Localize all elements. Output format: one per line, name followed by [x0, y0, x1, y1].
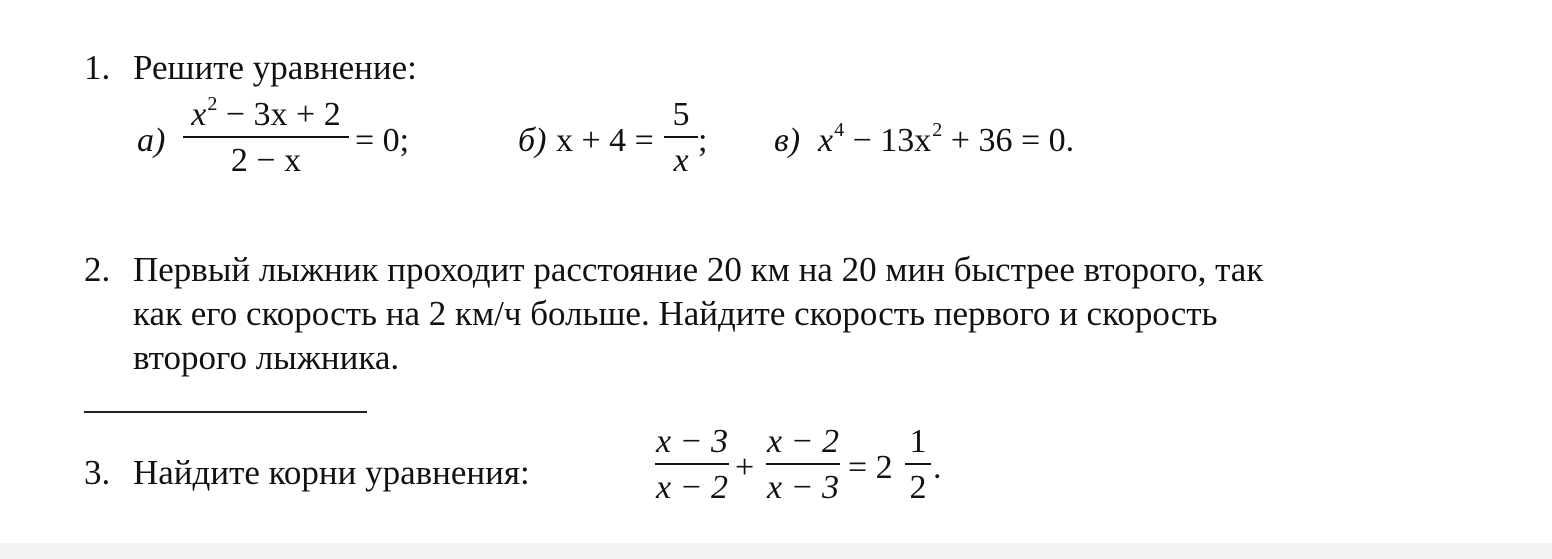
problem-3-fraction-3-numerator: 1: [909, 423, 927, 460]
problem-3-fraction-1-denominator: x − 2: [655, 469, 729, 506]
problem-3-equals: = 2: [848, 449, 893, 486]
problem-1a-fraction-bar: [183, 136, 349, 138]
problem-1b-fraction-bar: [664, 136, 698, 138]
problem-3-fraction-3-denominator: 2: [909, 469, 927, 506]
problem-3-prompt: Найдите корни уравнения:: [133, 453, 530, 492]
problem-1b-fraction: [664, 98, 698, 178]
problem-3-fraction-1-numerator: x − 3: [655, 423, 729, 460]
problem-3-fraction-1-bar: [655, 463, 729, 465]
problem-2-number: 2.: [84, 250, 111, 289]
problem-1-prompt: Решите уравнение:: [133, 48, 417, 87]
problem-1b-denominator: x: [673, 142, 689, 179]
page-bottom-strip: [0, 543, 1552, 559]
problem-1c-equation: $x^4 - 13x^2 + 36 = 0$.: [818, 119, 1075, 159]
problem-2-line-3: второго лыжника.: [133, 338, 400, 377]
problem-3-plus: +: [735, 449, 755, 486]
problem-1a-numerator: $x^2 - 3x + 2$: [191, 93, 341, 133]
problem-1b-tail: ;: [698, 122, 708, 159]
problem-3-fraction-1: [655, 425, 729, 505]
problem-3-fraction-2-denominator: x − 3: [766, 469, 840, 506]
problem-2-line-2: как его скорость на 2 км/ч больше. Найдите скорость первого и скорость: [133, 294, 1218, 333]
problem-3-fraction-3-bar: [905, 463, 931, 465]
problem-1b-lhs: x + 4 =: [556, 122, 654, 159]
problem-1a-label: а): [137, 122, 166, 159]
problem-1a-rhs: = 0;: [355, 122, 410, 159]
problem-3-fraction-2-numerator: x − 2: [766, 423, 840, 460]
problem-3-number: 3.: [84, 453, 111, 492]
problem-1b-numerator: 5: [672, 96, 690, 133]
problem-3-tail: .: [933, 449, 942, 486]
problem-1b-label: б): [518, 122, 547, 159]
problem-3-fraction-2: [766, 425, 840, 505]
problem-3-fraction-3: [905, 425, 931, 505]
problem-3-fraction-2-bar: [766, 463, 840, 465]
problem-1c-label: в): [774, 122, 801, 159]
problem-2-line-1: Первый лыжник проходит расстояние 20 км на 20 мин быстрее второго, так: [133, 250, 1264, 289]
problem-1a-fraction: [183, 93, 349, 179]
problem-1-number: 1.: [84, 48, 111, 87]
problem-1a-denominator: 2 − x: [230, 142, 302, 179]
separator-line: [84, 411, 367, 413]
